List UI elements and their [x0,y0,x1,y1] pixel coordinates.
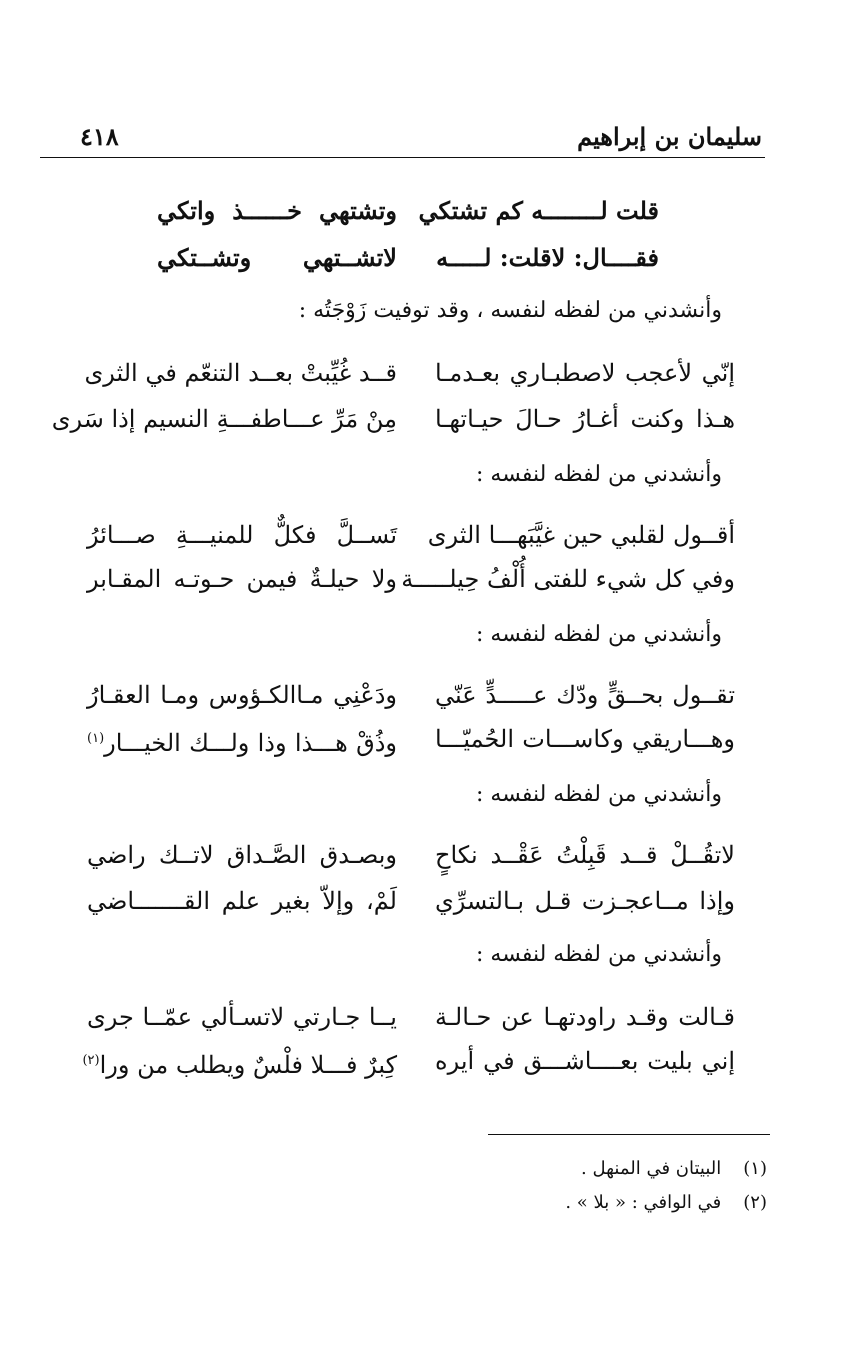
section-intro: وأنشدني من لفظه لنفسه : [476,462,722,487]
verse-line [0,188,867,234]
second-hemistich: ودَعْنِي مـاالكـؤوس ومـا العقـارُ [87,681,397,709]
footnote-ref: (١) [87,731,105,746]
verse-line [0,512,867,558]
second-hemistich: لَمْ، وإلاّ بغير علم القـــــــاضي [87,887,397,915]
footnote-number: (٢) [743,1192,767,1213]
first-hemistich: وفي كل شيء للفتى أُلْفُ حِيلـــــة [401,565,735,593]
section-intro: وأنشدني من لفظه لنفسه : [476,622,722,647]
second-hemistich: مِنْ مَرِّ عـــاطفـــةِ النسيم إذا سَرى [51,405,397,433]
verse-line [0,832,867,878]
first-hemistich: إنّي لأعجب لاصطبـاري بعـدمـا [435,359,735,387]
header-rule [40,157,765,158]
verse-line [0,672,867,718]
section-intro: وأنشدني من لفظه لنفسه : [476,942,722,967]
second-hemistich: تَســلَّ فكلٌّ للمنيـــةِ صـــائرُ [87,521,397,549]
first-hemistich: أقــول لقلبي حين غيَّبَهـــا الثرى [427,521,735,549]
footnote-text: البيتان في المنهل . [581,1158,722,1179]
verse-line [0,396,867,442]
page-number: ٤١٨ [80,122,119,151]
footnote [565,1192,767,1213]
verse-line [0,716,867,762]
verse-line [0,556,867,602]
hemistich-text: وذُقْ هـــذا وذا ولـــك الخيـــار [104,729,397,757]
page-header [40,118,764,162]
second-hemistich: يــا جـارتي لاتسـألي عمّــا جرى [87,1003,397,1031]
verse-line [0,350,867,396]
first-hemistich: إني بليت بعــــاشـــق في أيره [435,1047,735,1075]
first-hemistich: وإذا مــاعجـزت قـل بـالتسرِّي [435,887,735,915]
second-hemistich: وتشتهي خــــــذ واتكي [157,196,397,225]
verse-line [0,235,867,281]
second-hemistich: وبصـدق الصَّـداق لاتــك راضي [87,841,397,869]
footnote-rule [488,1134,770,1135]
first-hemistich: تقــول بحــقٍّ ودّك عـــــدٍّ عَنّي [435,681,735,709]
second-hemistich [87,716,397,766]
section-intro: وأنشدني من لفظه لنفسه : [476,782,722,807]
hemistich-text: كِبرٌ فـــلا فلْسٌ ويطلب من ورا [99,1051,397,1079]
first-hemistich: قـالت وقـد راودتهـا عن حـالـة [435,1003,735,1031]
second-hemistich: ولا حيلـةٌ فيمن حـوتـه المقـابر [87,565,397,593]
second-hemistich: لاتشــتهي وتشــتكي [157,243,397,272]
first-hemistich: قلت لــــــــه كم تشتكي [418,196,659,225]
section-intro: وأنشدني من لفظه لنفسه ، وقد توفيت زَوْجَتُه : [298,298,722,323]
verse-line [0,878,867,924]
first-hemistich: وهـــاريقي وكاســـات الحُميّـــا [435,725,735,753]
footnote-ref: (٢) [82,1053,100,1068]
second-hemistich [82,1038,397,1088]
footnote [581,1158,767,1179]
first-hemistich: لاتقُــلْ قــد قَبِلْتُ عَقْــد نكاحٍ [435,841,735,869]
running-title: سليمان بن إبراهيم [577,122,762,151]
verse-line [0,994,867,1040]
second-hemistich: قــد غُيِّبتْ بعــد التنعّم في الثرى [84,359,397,387]
first-hemistich: فقــــال: لاقلت: لـــــه [436,243,659,272]
first-hemistich: هـذا وكنت أغـارُ حـالَ حيـاتهـا [435,405,735,433]
verse-line [0,1038,867,1084]
footnote-text: في الوافي : « بلا » . [565,1192,722,1213]
footnote-number: (١) [743,1158,767,1179]
